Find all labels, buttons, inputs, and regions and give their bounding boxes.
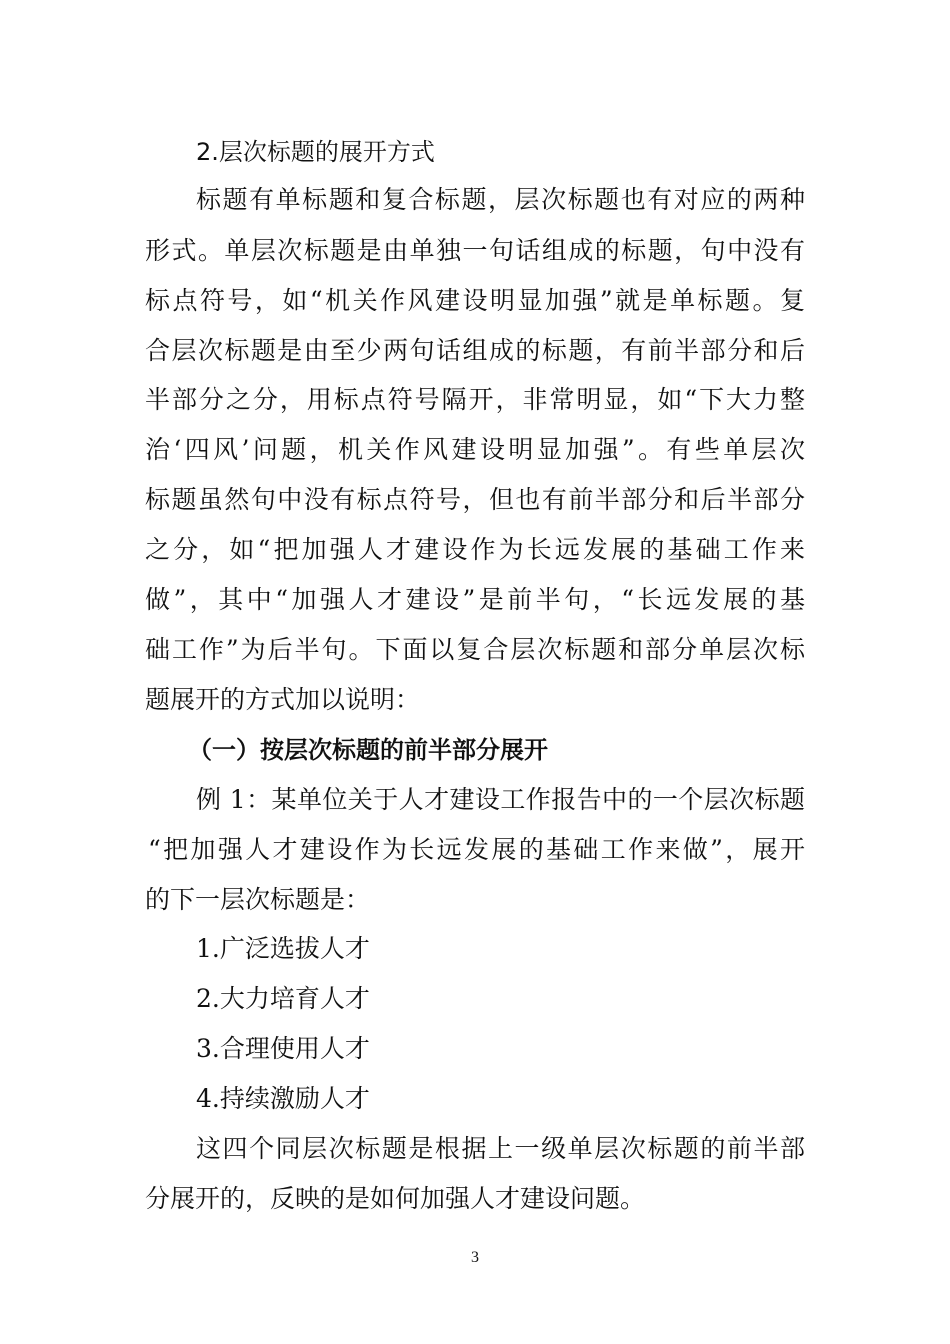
paragraph-line: 之分，如“把加强人才建设作为长远发展的基础工作来	[145, 535, 805, 564]
paragraph-line: 半部分之分，用标点符号隔开，非常明显，如“下大力整	[145, 385, 805, 414]
list-item: 2.大力培育人才	[196, 984, 370, 1013]
page-number: 3	[471, 1249, 479, 1266]
conclusion-line: 分展开的，反映的是如何加强人才建设问题。	[145, 1184, 646, 1213]
section-heading: 2.层次标题的展开方式	[196, 138, 435, 166]
paragraph-line: 标点符号，如“机关作风建设明显加强”就是单标题。复	[145, 286, 805, 315]
paragraph-line: 题展开的方式加以说明：	[145, 685, 421, 714]
list-item: 1.广泛选拔人才	[196, 934, 370, 963]
paragraph-line: 形式。单层次标题是由单独一句话组成的标题，句中没有	[145, 236, 805, 265]
paragraph-line: 础工作”为后半句。下面以复合层次标题和部分单层次标	[145, 635, 805, 664]
example-line: “把加强人才建设作为长远发展的基础工作来做”，展开	[148, 835, 805, 864]
paragraph-line: 合层次标题是由至少两句话组成的标题，有前半部分和后	[145, 336, 805, 365]
list-item: 3.合理使用人才	[196, 1034, 370, 1063]
example-line: 的下一层次标题是：	[145, 885, 371, 914]
list-item: 4.持续激励人才	[196, 1084, 370, 1113]
subheading: （一）按层次标题的前半部分展开	[188, 736, 548, 764]
paragraph-line: 标题有单标题和复合标题，层次标题也有对应的两种	[196, 185, 805, 214]
conclusion-line: 这四个同层次标题是根据上一级单层次标题的前半部	[196, 1134, 805, 1163]
paragraph-line: 治‘四风’问题，机关作风建设明显加强”。有些单层次	[145, 435, 805, 464]
paragraph-line: 标题虽然句中没有标点符号，但也有前半部分和后半部分	[145, 485, 805, 514]
example-line: 例 1：某单位关于人才建设工作报告中的一个层次标题	[196, 785, 805, 814]
paragraph-line: 做”，其中“加强人才建设”是前半句，“长远发展的基	[145, 585, 805, 614]
